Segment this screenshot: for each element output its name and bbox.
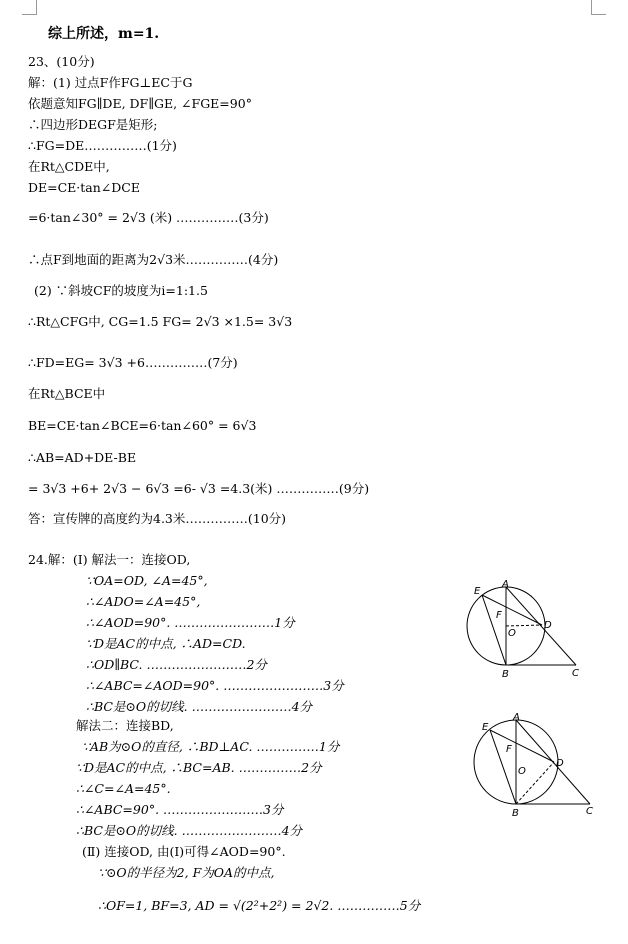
text-line: ∴∠AOD=90°. ……………………1分 [86,615,295,630]
text-line: ∵D是AC的中点, ∴AD=CD. [86,636,246,651]
text-line: ∵D是AC的中点, ∴BC=AB. ……………2分 [76,760,322,775]
text-line: ∴BC是⊙O的切线. ……………………4分 [76,823,303,838]
label-f: F [496,610,502,621]
page-corner-mark-left [22,0,37,15]
label-e: E [482,722,489,733]
label-c: C [572,668,579,679]
text-line: ∴OF=1, BF=3, AD = √(2²+2²) = 2√2. ……………5分 [98,898,421,913]
label-a: A [513,712,520,723]
label-b: B [512,808,519,819]
text-line: 在Rt△BCE中 [28,386,106,401]
text-line: = 3√3 +6+ 2√3 − 6√3 =6- √3 =4.3(米) ……………(9分) [28,481,370,496]
geometry-figure-1 [460,578,590,680]
problem-23-title: 23、(10分) [28,54,95,69]
geometry-figure-2 [460,710,600,820]
text-line: (Ⅱ) 连接OD, 由(Ⅰ)可得∠AOD=90°. [82,844,286,859]
text-line: ∴FG=DE……………(1分) [28,138,177,153]
text-line: ∴四边形DEGF是矩形; [28,117,158,132]
text-line: ∵AB为⊙O的直径, ∴BD⊥AC. ……………1分 [82,739,340,754]
page-corner-mark-right [591,0,606,15]
text-line: =6·tan∠30° = 2√3 (米) ……………(3分) [28,210,269,225]
text-line: ∴AB=AD+DE-BE [28,450,137,465]
answer-line: 答：宣传牌的高度约为4.3米……………(10分) [28,511,287,526]
label-d: D [544,620,552,631]
text-line: DE=CE·tan∠DCE [28,180,140,195]
problem-24-title: 24.解：(Ⅰ) 解法一：连接OD, [28,552,191,567]
label-o: O [518,766,526,777]
text-line: ∴Rt△CFG中, CG=1.5 FG= 2√3 ×1.5= 3√3 [28,314,293,329]
text-line: ∴∠ADO=∠A=45°, [86,594,201,609]
label-e: E [474,586,481,597]
text-line: 依题意知FG∥DE, DF∥GE, ∠FGE=90° [28,96,252,111]
label-a: A [502,579,509,590]
text-line: ∴∠ABC=90°. ……………………3分 [76,802,284,817]
text-line: ∵⊙O的半径为2, F为OA的中点, [98,865,275,880]
text-line: ∴BC是⊙O的切线. ……………………4分 [86,699,313,714]
text-line: ∵OA=OD, ∠A=45°, [86,573,208,588]
text-line: 在Rt△CDE中, [28,159,110,174]
label-b: B [502,669,509,680]
text-line: ∴OD∥BC. ……………………2分 [86,657,267,672]
label-d: D [556,758,564,769]
text-line: ∴FD=EG= 3√3 +6……………(7分) [28,355,238,370]
label-f: F [506,744,512,755]
text-line: ∴∠ABC=∠AOD=90°. ……………………3分 [86,678,344,693]
segment-od [506,625,542,626]
text-line: ∴点F到地面的距离为2√3米……………(4分) [28,252,279,267]
text-line: BE=CE·tan∠BCE=6·tan∠60° = 6√3 [28,418,257,433]
text-line: 解法二：连接BD, [76,718,174,733]
conclusion-line: 综上所述，m=1. [48,26,160,42]
label-o: O [508,628,516,639]
text-line: 解：(1) 过点F作FG⊥EC于G [28,75,193,90]
text-line: (2) ∵斜坡CF的坡度为i=1:1.5 [34,283,208,298]
label-c: C [586,806,593,817]
text-line: ∴∠C=∠A=45°. [76,781,171,796]
